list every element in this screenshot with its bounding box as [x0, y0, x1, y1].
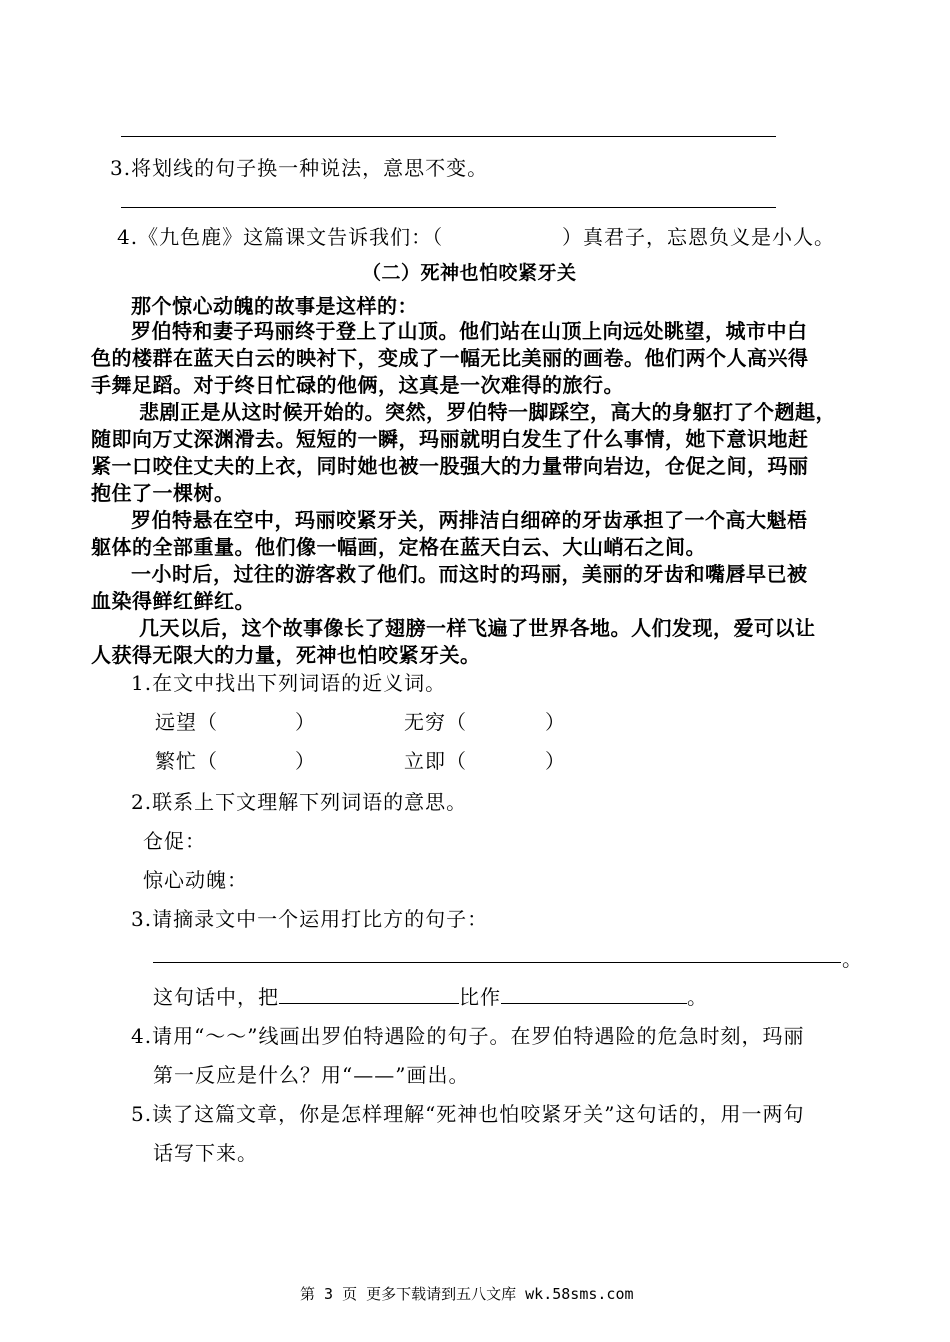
term-cangcu: 仓促： — [143, 829, 206, 853]
synonym-yuanwang: 远望（ — [155, 710, 218, 734]
passage-line: 抱住了一棵树。 — [91, 481, 235, 505]
passage-line: 手舞足蹈。对于终日忙碌的他俩，这真是一次难得的旅行。 — [91, 373, 624, 397]
passage-line: 罗伯特和妻子玛丽终于登上了山顶。他们站在山顶上向远处眺望，城市中白 — [131, 319, 808, 343]
synonym-close-paren: ） — [295, 749, 316, 773]
metaphor-blank-1[interactable] — [279, 983, 459, 1004]
passage-line: 人获得无限大的力量，死神也怕咬紧牙关。 — [91, 643, 481, 667]
passage-line: 躯体的全部重量。他们像一幅画，定格在蓝天白云、大山峭石之间。 — [91, 535, 706, 559]
passage-line: 几天以后，这个故事像长了翅膀一样飞遍了世界各地。人们发现，爱可以让 — [139, 616, 816, 640]
page-footer: 第 3 页 更多下载请到五八文库 wk.58sms.com — [300, 1285, 634, 1303]
metaphor-text-c: 。 — [687, 985, 708, 1009]
metaphor-text-a: 这句话中，把 — [153, 985, 279, 1009]
section-title: （二）死神也怕咬紧牙关 — [362, 262, 577, 284]
synonym-wuqiong: 无穷（ — [404, 710, 467, 734]
question-4-line2: 第一反应是什么？用“——”画出。 — [153, 1063, 470, 1087]
synonym-fanmang: 繁忙（ — [155, 749, 218, 773]
answer-line-period: 。 — [842, 947, 863, 971]
passage-line: 罗伯特悬在空中，玛丽咬紧牙关，两排洁白细碎的牙齿承担了一个高大魁梧 — [131, 508, 808, 532]
synonym-liji: 立即（ — [404, 749, 467, 773]
question-3-rewrite: 3.将划线的句子换一种说法，意思不变。 — [110, 156, 489, 180]
question-5-line2: 话写下来。 — [153, 1141, 258, 1165]
question-3: 3.请摘录文中一个运用打比方的句子： — [131, 907, 489, 931]
question-4-suffix: ）真君子，忘恩负义是小人。 — [562, 225, 835, 249]
passage-line: 那个惊心动魄的故事是这样的： — [131, 294, 418, 318]
question-2: 2.联系上下文理解下列词语的意思。 — [131, 790, 468, 814]
metaphor-text-b: 比作 — [459, 985, 501, 1009]
answer-line[interactable] — [121, 136, 776, 137]
passage-line: 血染得鲜红鲜红。 — [91, 589, 255, 613]
passage-line: 紧一口咬住丈夫的上衣，同时她也被一股强大的力量带向岩边，仓促之间，玛丽 — [91, 454, 809, 478]
synonym-close-paren: ） — [545, 749, 566, 773]
synonym-close-paren: ） — [545, 710, 566, 734]
question-5-line1: 5.读了这篇文章，你是怎样理解“死神也怕咬紧牙关”这句话的，用一两句 — [131, 1102, 805, 1126]
answer-line[interactable] — [153, 962, 841, 963]
metaphor-blank-2[interactable] — [501, 983, 687, 1004]
passage-line: 色的楼群在蓝天白云的映衬下，变成了一幅无比美丽的画卷。他们两个人高兴得 — [91, 346, 809, 370]
passage-line: 悲剧正是从这时候开始的。突然，罗伯特一脚踩空，高大的身躯打了个趔趄， — [139, 400, 836, 424]
term-jingxindongpo: 惊心动魄： — [143, 868, 248, 892]
passage-line: 一小时后，过往的游客救了他们。而这时的玛丽，美丽的牙齿和嘴唇早已被 — [131, 562, 808, 586]
synonym-close-paren: ） — [295, 710, 316, 734]
question-4-line1: 4.请用“～～”线画出罗伯特遇险的句子。在罗伯特遇险的危急时刻，玛丽 — [131, 1024, 805, 1048]
passage-line: 随即向万丈深渊滑去。短短的一瞬，玛丽就明白发生了什么事情，她下意识地赶 — [91, 427, 809, 451]
question-1: 1.在文中找出下列词语的近义词。 — [131, 671, 447, 695]
question-4-prefix: 4.《九色鹿》这篇课文告诉我们：（ — [117, 225, 444, 249]
answer-line[interactable] — [121, 207, 776, 208]
metaphor-sentence — [153, 981, 708, 1010]
